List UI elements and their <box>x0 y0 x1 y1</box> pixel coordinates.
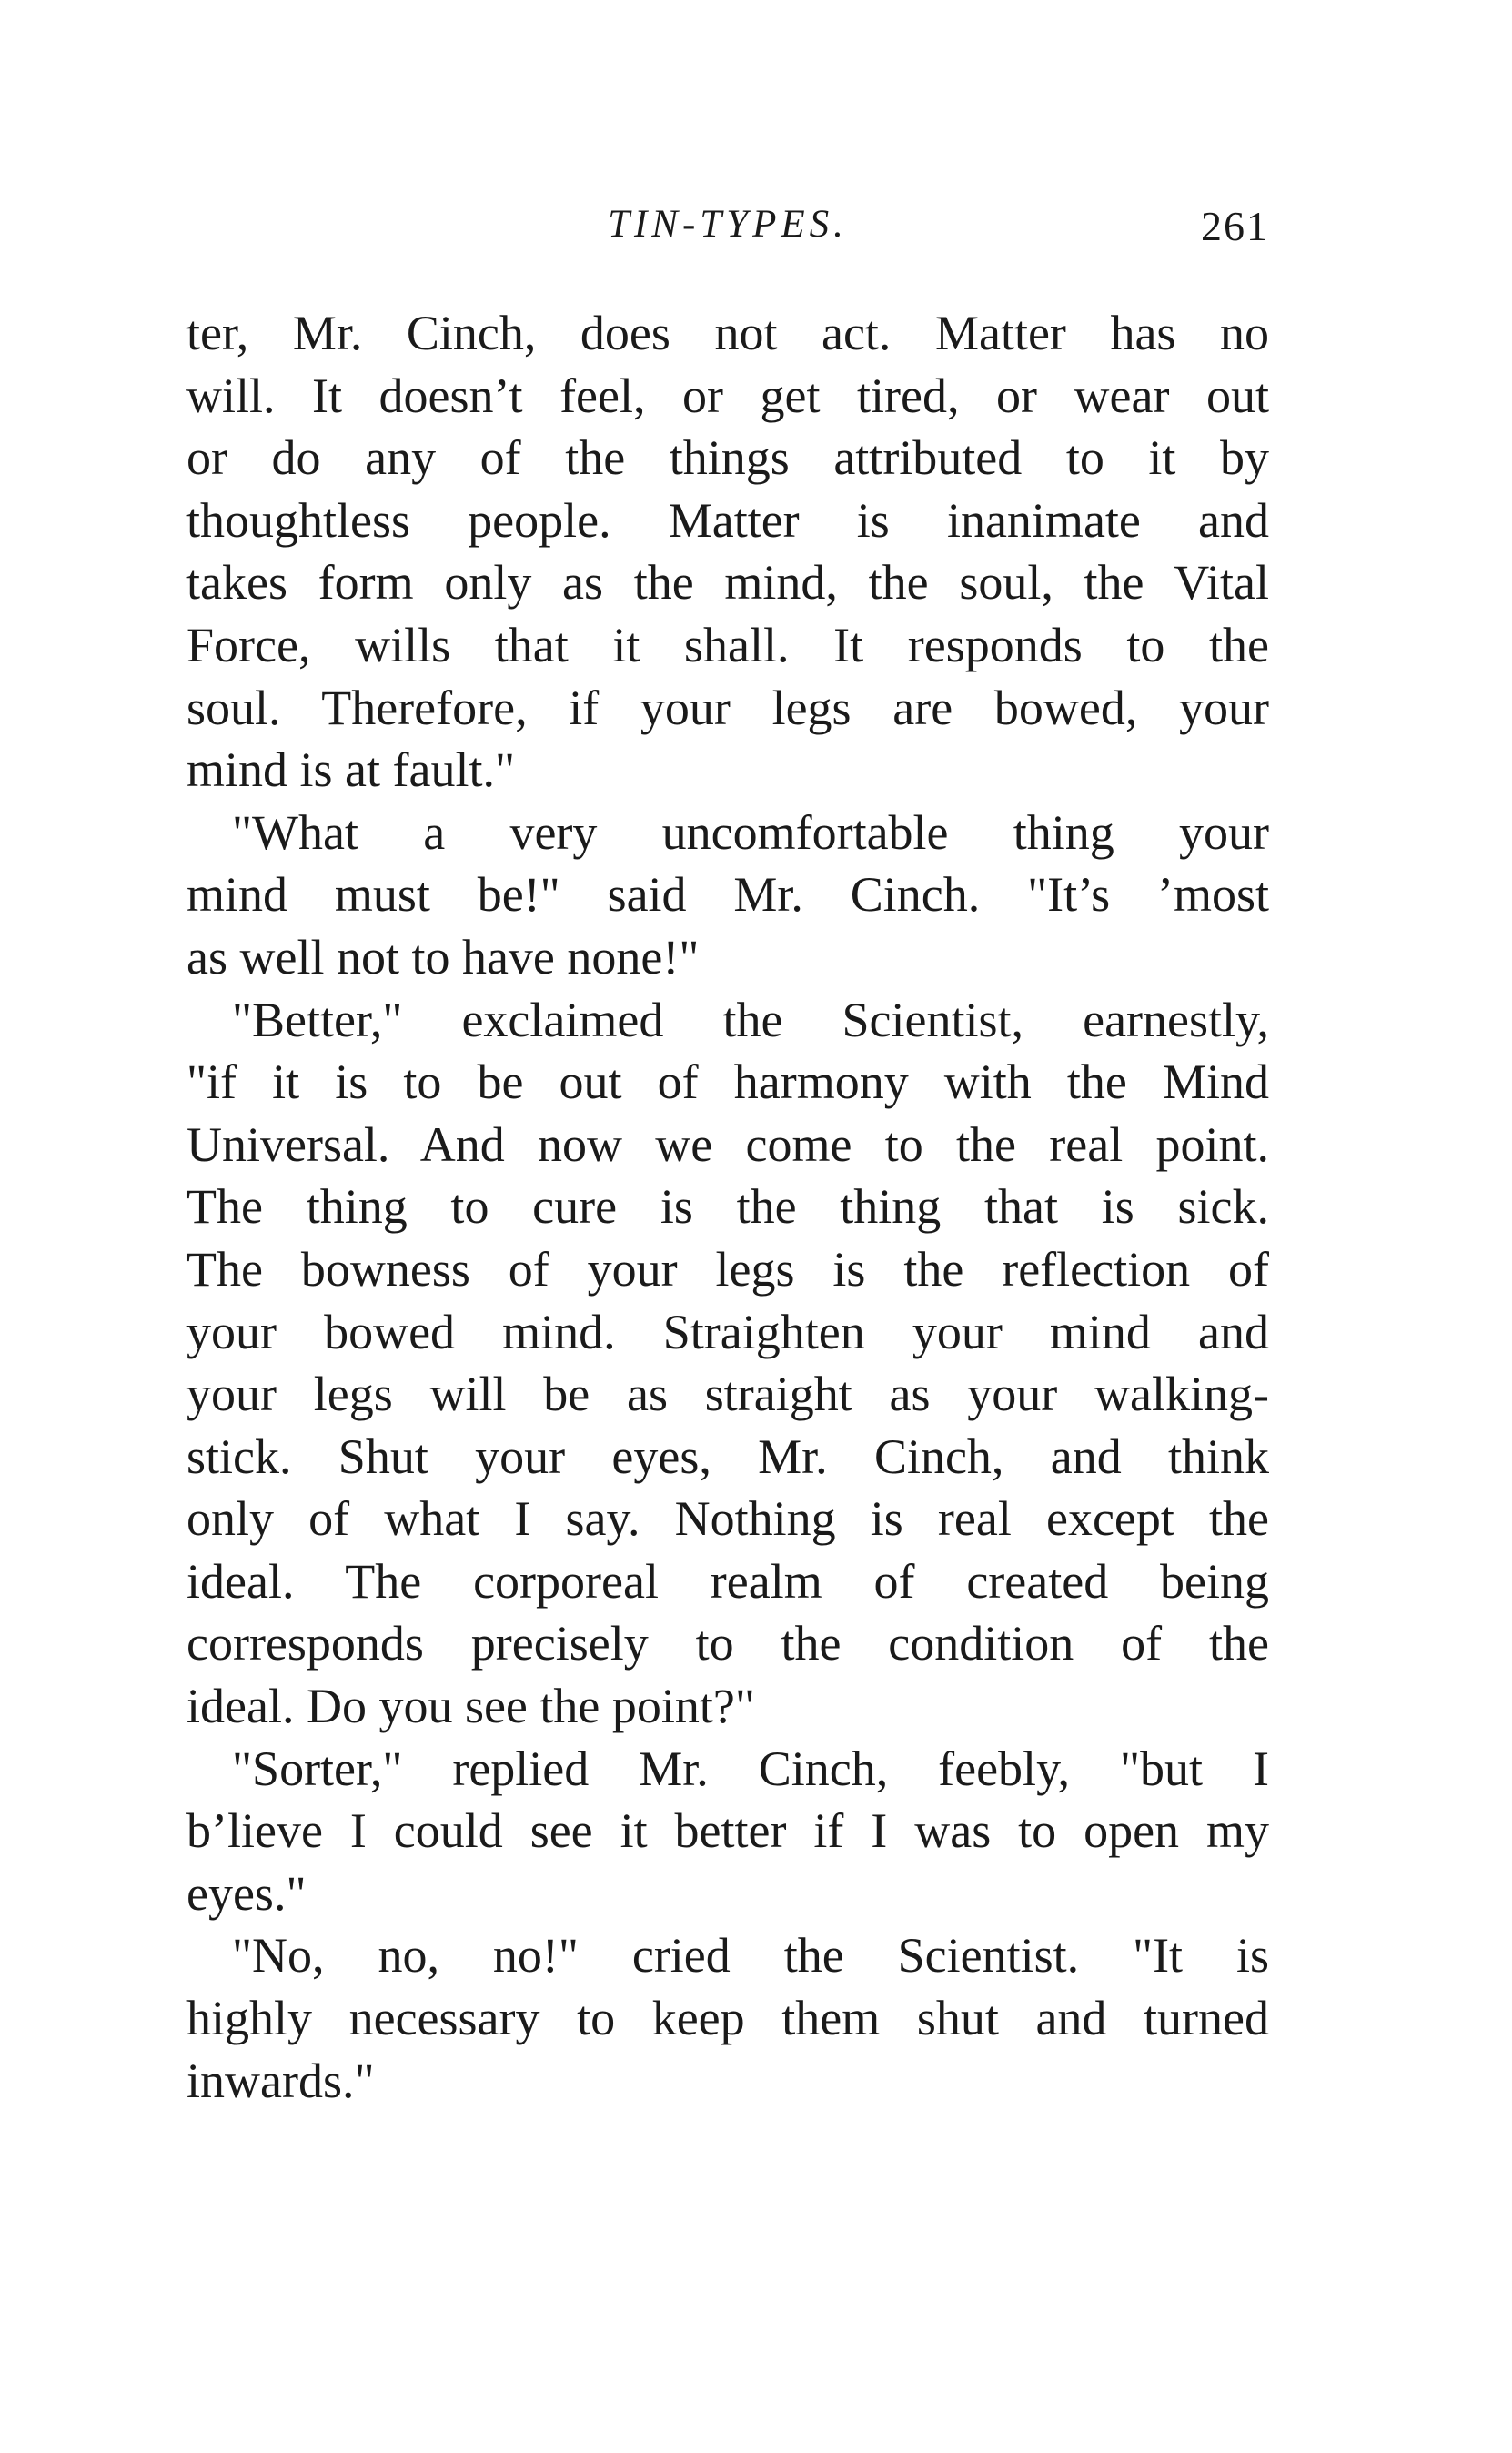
text-line: Force, wills that it shall. It responds to the <box>186 617 1269 672</box>
running-header <box>186 202 1269 266</box>
text-line: corresponds precisely to the condition of the <box>186 1616 1269 1671</box>
text-line: takes form only as the mind, the soul, the Vital <box>186 555 1269 611</box>
page-number: 261 <box>1201 203 1269 249</box>
text-line: Universal. And now we come to the real point. <box>186 1116 1269 1172</box>
text-line: mind must be!" said Mr. Cinch. "It’s ’most <box>186 867 1269 923</box>
text-line: thoughtless people. Matter is inanimate and <box>186 492 1269 548</box>
text-line: ideal. Do you see the point?" <box>186 1679 755 1734</box>
text-line: stick. Shut your eyes, Mr. Cinch, and think <box>186 1428 1269 1484</box>
text-line: only of what I say. Nothing is real except the <box>186 1491 1269 1547</box>
text-line: "Better," exclaimed the Scientist, earnestly, <box>232 992 1269 1047</box>
text-line: The bowness of your legs is the reflection of <box>186 1241 1269 1297</box>
running-title: TIN-TYPES. <box>608 203 848 246</box>
text-line: soul. Therefore, if your legs are bowed, your <box>186 680 1269 735</box>
text-line: "What a very uncomfortable thing your <box>232 804 1269 860</box>
text-line: "No, no, no!" cried the Scientist. "It is <box>232 1928 1269 1984</box>
text-line: inwards." <box>186 2053 375 2108</box>
text-line: eyes." <box>186 1865 307 1921</box>
text-line: "if it is to be out of harmony with the Mind <box>186 1055 1269 1110</box>
text-line: b’lieve I could see it better if I was to open my <box>186 1803 1269 1859</box>
text-line: "Sorter," replied Mr. Cinch, feebly, "but I <box>232 1741 1269 1796</box>
text-line: as well not to have none!" <box>186 929 700 984</box>
text-line: ter, Mr. Cinch, does not act. Matter has no <box>186 306 1269 360</box>
text-line: The thing to cure is the thing that is sick. <box>186 1179 1269 1235</box>
text-line: your bowed mind. Straighten your mind and <box>186 1304 1269 1359</box>
text-line: ideal. The corporeal realm of created being <box>186 1553 1269 1609</box>
body-text <box>186 302 1269 2112</box>
text-line: or do any of the things attributed to it by <box>186 430 1269 486</box>
text-line: your legs will be as straight as your walking- <box>186 1367 1269 1422</box>
text-line: mind is at fault." <box>186 742 515 798</box>
text-line: will. It doesn’t feel, or get tired, or wear out <box>186 368 1269 423</box>
text-line: highly necessary to keep them shut and turned <box>186 1991 1269 2046</box>
